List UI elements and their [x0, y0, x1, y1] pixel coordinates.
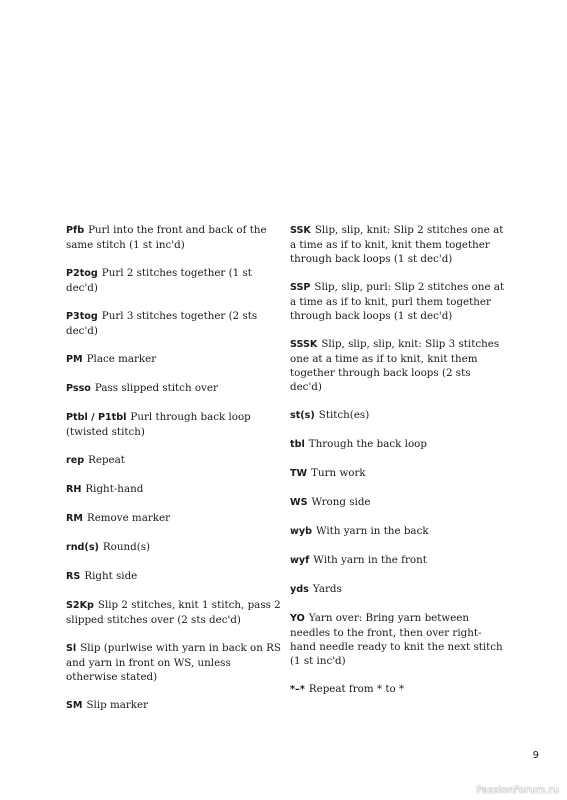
watermark: PassionForum.ru [476, 785, 559, 796]
abbreviation-term: PM [66, 354, 83, 365]
abbreviation-term: P3tog [66, 311, 98, 322]
abbreviation-definition: With yarn in the back [315, 525, 429, 537]
abbreviation-definition: Repeat from * to * [308, 683, 405, 695]
abbreviation-definition: Purl 3 stitches together (2 sts dec'd) [66, 310, 258, 337]
abbreviation-term: wyb [290, 526, 312, 537]
abbreviations-left-column [66, 223, 281, 727]
page-number: 9 [532, 750, 539, 761]
abbreviation-term: yds [290, 584, 309, 595]
abbreviation-term: rnd(s) [66, 542, 99, 553]
abbreviation-term: TW [290, 468, 308, 479]
abbreviation-term: SSSK [290, 339, 318, 350]
abbreviation-entry [290, 337, 505, 394]
abbreviation-entry [66, 511, 281, 526]
abbreviation-term: rep [66, 455, 85, 466]
abbreviation-entry [66, 569, 281, 584]
abbreviation-definition: Slip, slip, knit: Slip 2 stitches one at a time as if to knit, knit them together through back loops (1 st dec'd) [290, 224, 504, 265]
abbreviation-entry [290, 466, 505, 481]
abbreviation-definition: Purl into the front and back of the same stitch (1 st inc'd) [66, 224, 267, 251]
abbreviation-entry [66, 352, 281, 367]
abbreviation-definition: Purl 2 stitches together (1 st dec'd) [66, 267, 252, 294]
abbreviation-term: Psso [66, 383, 91, 394]
abbreviation-entry [290, 524, 505, 539]
abbreviation-definition: Wrong side [311, 496, 371, 508]
abbreviation-term: YO [290, 613, 305, 624]
abbreviation-definition: Yards [312, 583, 342, 595]
abbreviation-entry [290, 582, 505, 597]
abbreviation-definition: Through the back loop [308, 438, 427, 450]
abbreviation-term: SM [66, 700, 83, 711]
abbreviation-definition: Purl through back loop (twisted stitch) [66, 411, 251, 438]
abbreviation-entry [66, 410, 281, 439]
abbreviation-definition: Remove marker [86, 512, 171, 524]
abbreviation-definition: Turn work [311, 467, 366, 479]
abbreviation-entry [66, 266, 281, 295]
abbreviation-definition: Slip marker [86, 699, 149, 711]
abbreviation-entry [66, 309, 281, 338]
abbreviation-entry [66, 598, 281, 627]
abbreviation-entry [66, 641, 281, 684]
abbreviation-definition: Stitch(es) [318, 409, 370, 421]
abbreviation-term: st(s) [290, 410, 315, 421]
abbreviation-definition: Right side [84, 570, 138, 582]
abbreviation-term: S2Kp [66, 600, 94, 611]
abbreviation-term: Ptbl / P1tbl [66, 412, 127, 423]
abbreviation-definition: With yarn in the front [313, 554, 427, 566]
abbreviation-term: WS [290, 497, 308, 508]
abbreviation-definition: Slip 2 stitches, knit 1 stitch, pass 2 slipped stitches over (2 sts dec'd) [66, 599, 281, 626]
abbreviation-term: *–* [290, 684, 305, 695]
abbreviation-definition: Yarn over: Bring yarn between needles to the front, then over right-hand needle ready to knit the next stitch (1 st inc'd) [290, 612, 503, 667]
abbreviation-definition: Pass slipped stitch over [94, 382, 218, 394]
abbreviation-entry [290, 611, 505, 668]
abbreviation-term: Sl [66, 643, 77, 654]
abbreviation-definition: Repeat [88, 454, 125, 466]
abbreviation-entry [66, 381, 281, 396]
abbreviation-entry [290, 682, 505, 697]
abbreviation-term: SSK [290, 225, 311, 236]
abbreviation-entry [66, 482, 281, 497]
abbreviation-term: RS [66, 571, 81, 582]
abbreviation-entry [290, 437, 505, 452]
abbreviation-entry [290, 408, 505, 423]
abbreviation-entry [66, 223, 281, 252]
abbreviation-definition: Round(s) [102, 541, 151, 553]
abbreviation-definition: Right-hand [85, 483, 144, 495]
abbreviations-right-column [290, 223, 505, 711]
abbreviation-term: RH [66, 484, 82, 495]
abbreviation-term: Pfb [66, 225, 85, 236]
abbreviation-entry [290, 495, 505, 510]
abbreviation-term: tbl [290, 439, 305, 450]
abbreviation-entry [66, 453, 281, 468]
abbreviation-entry [66, 540, 281, 555]
abbreviation-definition: Slip, slip, purl: Slip 2 stitches one at a time as if to knit, purl them together through back loops (1 st dec'd) [290, 281, 505, 322]
abbreviation-entry [290, 223, 505, 266]
abbreviation-entry [66, 698, 281, 713]
abbreviation-definition: Place marker [86, 353, 157, 365]
abbreviation-entry [290, 553, 505, 568]
abbreviation-term: wyf [290, 555, 310, 566]
abbreviation-definition: Slip, slip, slip, knit: Slip 3 stitches one at a time as if to knit, knit them together through back loops (2 sts dec'd) [290, 338, 500, 393]
abbreviation-term: SSP [290, 282, 311, 293]
abbreviation-entry [290, 280, 505, 323]
abbreviation-term: P2tog [66, 268, 98, 279]
abbreviation-definition: Slip (purlwise with yarn in back on RS and yarn in front on WS, unless otherwise stated) [66, 642, 281, 683]
abbreviation-term: RM [66, 513, 83, 524]
